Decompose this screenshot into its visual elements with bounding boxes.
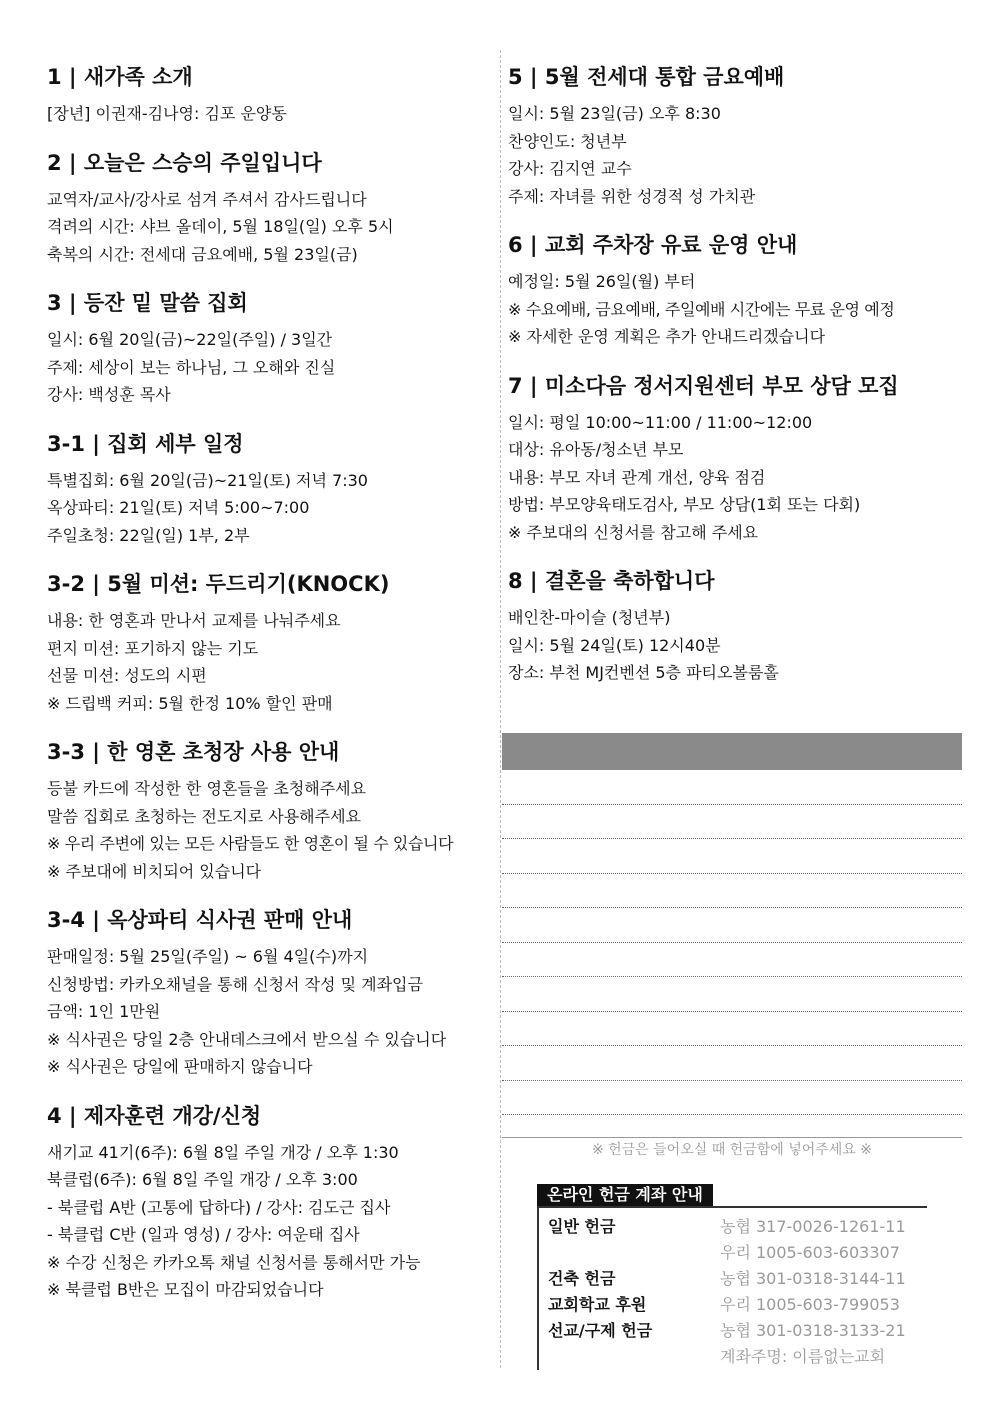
account-label: 일반 헌금 [548,1217,616,1236]
section-title: 3-4 | 옥상파티 식사권 판매 안내 [47,908,353,932]
section-line: ※ 주보대의 신청서를 참고해 주세요 [508,522,759,542]
section-line: [장년] 이권재-김나영: 김포 운양동 [47,104,287,123]
memo-line [502,977,962,1012]
section-title: 3 | 등잔 밑 말씀 집회 [47,291,248,315]
section-line: - 북클럽 A반 (고통에 답하다) / 강사: 김도근 집사 [47,1197,391,1217]
section-line: 편지 미션: 포기하지 않는 기도 [47,638,259,658]
memo-line [502,1046,962,1081]
offering-note: ※ 헌금은 들어오실 때 헌금함에 넣어주세요 ※ [591,1142,873,1158]
announcement-section [47,62,495,128]
section-line: 찬양인도: 청년부 [508,131,627,151]
section-title: 3-1 | 집회 세부 일정 [47,431,244,456]
left-column [47,62,495,1324]
section-line: - 북클럽 C반 (일과 영성) / 강사: 여운태 집사 [47,1225,360,1244]
memo-lines [502,770,962,1115]
section-line: 주제: 세상이 보는 하나님, 그 오해와 진실 [47,357,336,377]
account-number: 농협 301-0318-3133-21 [720,1321,906,1340]
section-title: 5 | 5월 전세대 통합 금요예배 [508,65,785,89]
announcement-section [47,1101,495,1304]
memo-line [502,1081,962,1116]
section-line: 금액: 1인 1만원 [47,1002,161,1021]
section-title: 1 | 새가족 소개 [47,65,193,89]
section-title: 3-2 | 5월 미션: 두드리기(KNOCK) [47,572,390,596]
memo-line [502,839,962,874]
section-line: 일시: 5월 24일(토) 12시40분 [508,635,721,655]
account-label: 건축 헌금 [548,1269,616,1288]
section-line: 옥상파티: 21일(토) 저녁 5:00~7:00 [47,498,310,517]
announcement-section [508,230,962,351]
account-number: 우리 1005-603-799053 [720,1295,900,1314]
column-divider [500,50,501,1368]
section-line: 북클럽(6주): 6월 8일 주일 개강 / 오후 3:00 [47,1170,358,1189]
section-title: 7 | 미소다음 정서지원센터 부모 상담 모집 [508,373,899,398]
section-line: ※ 우리 주변에 있는 모든 사람들도 한 영혼이 될 수 있습니다 [47,834,454,853]
section-line: ※ 자세한 운영 계획은 추가 안내드리겠습니다 [508,327,826,346]
memo-line [502,1012,962,1047]
section-line: 선물 미션: 성도의 시편 [47,666,207,685]
announcement-section [47,148,495,269]
section-line: 격려의 시간: 샤브 올데이, 5월 18일(일) 오후 5시 [47,217,394,236]
memo-line [502,943,962,978]
account-number: 농협 317-0026-1261-11 [720,1217,906,1236]
announcement-section [47,737,495,885]
section-line: 판매일정: 5월 25일(주일) ~ 6월 4일(수)까지 [47,947,369,966]
memo-header-bar [502,733,962,770]
account-label: 교회학교 후원 [548,1295,647,1314]
memo-line [502,805,962,840]
announcement-section [47,288,495,409]
section-line: 신청방법: 카카오채널을 통해 신청서 작성 및 계좌입금 [47,974,423,994]
section-title: 8 | 결혼을 축하합니다 [508,569,715,593]
section-line: ※ 식사권은 당일 2층 안내데스크에서 받으실 수 있습니다 [47,1029,447,1049]
memo-line [502,874,962,909]
account-box-title: 온라인 헌금 계좌 안내 [537,1184,713,1206]
section-line: 축복의 시간: 전세대 금요예배, 5월 23일(금) [47,244,358,264]
section-line: 방법: 부모양육태도검사, 부모 상담(1회 또는 다회) [508,495,861,514]
section-line: ※ 북클럽 B반은 모집이 마감되었습니다 [47,1280,324,1299]
section-line: 강사: 백성훈 목사 [47,385,171,404]
section-title: 6 | 교회 주차장 유료 운영 안내 [508,233,798,257]
section-line: ※ 식사권은 당일에 판매하지 않습니다 [47,1057,313,1076]
section-line: 대상: 유아동/청소년 부모 [508,440,684,459]
announcement-section [47,905,495,1081]
section-line: 강사: 김지연 교수 [508,159,632,178]
section-line: 주일초청: 22일(일) 1부, 2부 [47,525,250,545]
section-title: 4 | 제자훈련 개강/신청 [47,1103,262,1128]
announcement-section [508,566,962,687]
section-line: 주제: 자녀를 위한 성경적 성 가치관 [508,186,756,206]
announcement-section [508,371,962,547]
section-line: ※ 수요예배, 금요예배, 주일예배 시간에는 무료 운영 예정 [508,299,895,319]
announcement-section [508,62,962,210]
section-line: ※ 주보대에 비치되어 있습니다 [47,861,262,881]
section-line: 배인찬-마이슬 (청년부) [508,608,671,627]
section-line: 일시: 6월 20일(금)~22일(주일) / 3일간 [47,330,333,349]
account-label: 선교/구제 헌금 [548,1321,653,1340]
section-line: 새기교 41기(6주): 6월 8일 주일 개강 / 오후 1:30 [47,1142,399,1162]
announcement-section [47,569,495,717]
memo-line [502,908,962,943]
section-line: ※ 수강 신청은 카카오톡 채널 신청서를 통해서만 가능 [47,1252,421,1272]
account-number: 농협 301-0318-3144-11 [720,1269,906,1288]
section-title: 2 | 오늘은 스승의 주일입니다 [47,150,322,175]
section-line: 내용: 부모 자녀 관계 개선, 양육 점검 [508,467,766,487]
announcement-section [47,429,495,550]
section-line: 내용: 한 영혼과 만나서 교제를 나눠주세요 [47,611,341,630]
right-column [508,62,962,707]
section-line: 예정일: 5월 26일(월) 부터 [508,272,696,291]
account-number: 우리 1005-603-603307 [720,1243,900,1262]
section-line: 말씀 집회로 초청하는 전도지로 사용해주세요 [47,806,362,826]
section-line: 일시: 5월 23일(금) 오후 8:30 [508,104,721,123]
account-holder: 계좌주명: 이름없는교회 [720,1347,886,1366]
section-line: 특별집회: 6월 20일(금)~21일(토) 저녁 7:30 [47,470,368,490]
section-title: 3-3 | 한 영혼 초청장 사용 안내 [47,740,340,764]
memo-line [502,770,962,805]
section-line: 일시: 평일 10:00~11:00 / 11:00~12:00 [508,412,813,432]
section-line: 등불 카드에 작성한 한 영혼들을 초청해주세요 [47,779,367,798]
section-line: 장소: 부천 MJ컨벤션 5층 파티오볼룸홀 [508,663,779,682]
section-line: 교역자/교사/강사로 섬겨 주셔서 감사드립니다 [47,189,367,209]
account-box [537,1206,927,1370]
section-line: ※ 드립백 커피: 5월 한정 10% 할인 판매 [47,693,333,713]
